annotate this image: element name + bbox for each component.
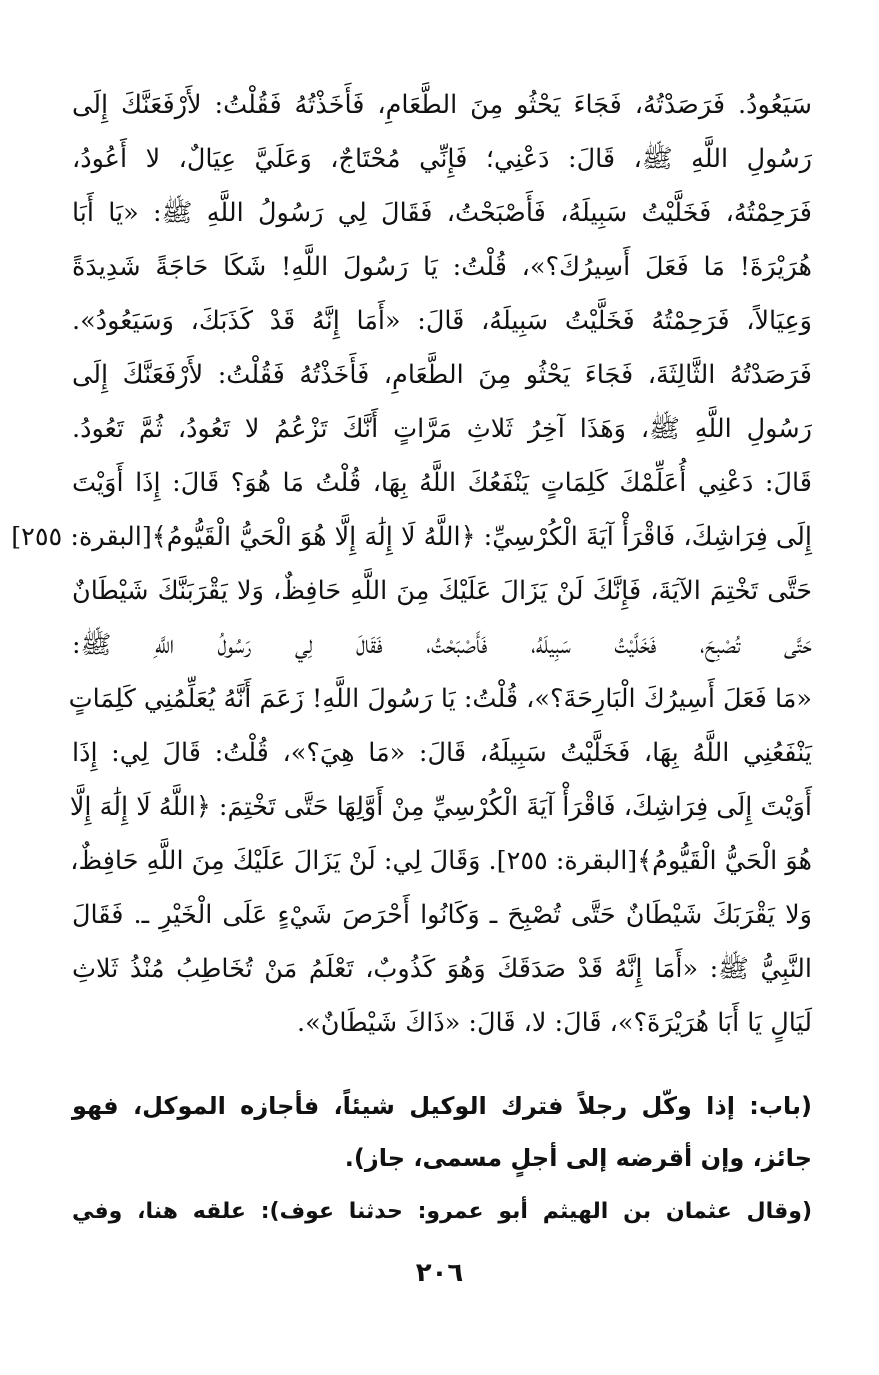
hadith-line: وَعِيَالاً، فَرَحِمْتُهُ فَخَلَّيْتُ سَبِيلَهُ، قَالَ: «أَمَا إِنَّهُ قَدْ كَذَبَكَ، وَسَيَعُودُ». [72,306,812,336]
hadith-line: رَسُولِ اللَّهِ ﷺ، قَالَ: دَعْنِي؛ فَإِنِّي مُحْتَاجٌ، وَعَلَيَّ عِيَالٌ، لا أَعُودُ، [72,144,812,174]
hadith-line: حَتَّى تَخْتِمَ الآيَةَ، فَإِنَّكَ لَنْ يَزَالَ عَلَيْكَ مِنَ اللَّهِ حَافِظٌ، وَلا يَقْرَبَنَّكَ شَيْطَانٌ [72,576,812,606]
hadith-line: هُرَيْرَةَ! مَا فَعَلَ أَسِيرُكَ؟»، قُلْتُ: يَا رَسُولَ اللَّهِ! شَكَا حَاجَةً شَدِيدَةً [72,252,812,282]
hadith-line: «مَا فَعَلَ أَسِيرُكَ الْبَارِحَةَ؟»، قُلْتُ: يَا رَسُولَ اللَّهِ! زَعَمَ أَنَّهُ يُعَلِّمُنِي كَلِمَاتٍ [68,684,812,714]
chapter-line: (باب: إذا وكّل رجلاً فترك الوكيل شيئاً، فأجازه الموكل، فهو [72,1092,812,1120]
hadith-line: أَوَيْتَ إِلَى فِرَاشِكَ، فَاقْرَأْ آيَةَ الْكُرْسِيِّ مِنْ أَوَّلِهَا حَتَّى تَخْتِمَ: ﴿اللَّهُ لَا إِلَٰهَ إِلَّا [69,792,812,822]
hadith-line: إِلَى فِرَاشِكَ، فَاقْرَأْ آيَةَ الْكُرْسِيِّ: ﴿اللَّهُ لَا إِلَٰهَ إِلَّا هُوَ الْحَيُّ الْقَيُّومُ﴾[البقرة: ٢٥٥] [11,522,812,552]
hadith-line: فَرَحِمْتُهُ، فَخَلَّيْتُ سَبِيلَهُ، فَأَصْبَحْتُ، فَقَالَ لِي رَسُولُ اللَّهِ ﷺ: «يَا أَبَا [72,198,812,228]
hadith-line: يَنْفَعُنِي اللَّهُ بِهَا، فَخَلَّيْتُ سَبِيلَهُ، قَالَ: «مَا هِيَ؟»، قُلْتُ: قَالَ لِي: إِذَا [72,738,812,768]
commentary-note [72,1186,812,1238]
hadith-line: لَيَالٍ يَا أَبَا هُرَيْرَةَ؟»، قَالَ: لا، قَالَ: «ذَاكَ شَيْطَانٌ». [296,1008,812,1038]
hadith-line: هُوَ الْحَيُّ الْقَيُّومُ﴾[البقرة: ٢٥٥]. وَقَالَ لِي: لَنْ يَزَالَ عَلَيْكَ مِنَ اللَّهِ حَافِظٌ، [70,846,812,876]
hadith-line: وَلا يَقْرَبَكَ شَيْطَانٌ حَتَّى تُصْبِحَ ـ وَكَانُوا أَحْرَصَ شَيْءٍ عَلَى الْخَيْرِ ـ. فَقَالَ [72,900,812,930]
hadith-line: رَسُولِ اللَّهِ ﷺ، وَهَذَا آخِرُ ثَلاثِ مَرَّاتٍ أَنَّكَ تَزْعُمُ لا تَعُودُ، ثُمَّ تَعُودُ. [72,414,812,444]
chapter-line: جائز، وإن أقرضه إلى أجلٍ مسمى، جاز). [344,1144,812,1172]
hadith-line: فَرَصَدْتُهُ الثَّالِثَةَ، فَجَاءَ يَحْثُو مِنَ الطَّعَامِ، فَأَخَذْتُهُ فَقُلْتُ: لأَرْفَعَنَّكَ إِلَى [72,360,812,390]
page-number: ٢٠٦ [415,1258,464,1288]
hadith-text [11,78,812,1050]
chapter-heading [72,1080,812,1184]
hadith-line: سَيَعُودُ. فَرَصَدْتُهُ، فَجَاءَ يَحْثُو مِنَ الطَّعَامِ، فَأَخَذْتُهُ فَقُلْتُ: لأَرْفَعَنَّكَ إِلَى [72,90,812,120]
note-line: (وقال عثمان بن الهيثم أبو عمرو: حدثنا عوف): علقه هنا، وفي [72,1199,812,1224]
hadith-line: النَّبِيُّ ﷺ: «أَمَا إِنَّهُ قَدْ صَدَقَكَ وَهُوَ كَذُوبٌ، تَعْلَمُ مَنْ تُخَاطِبُ مُنْذُ ثَلاثِ [72,954,812,984]
hadith-line: حَتَّى تُصْبِحَ، فَخَلَّيْتُ سَبِيلَهُ، فَأَصْبَحْتُ، فَقَالَ لِي رَسُولُ اللَّهِ ﷺ: [72,630,812,660]
hadith-line: قَالَ: دَعْنِي أُعَلِّمْكَ كَلِمَاتٍ يَنْفَعُكَ اللَّهُ بِهَا، قُلْتُ مَا هُوَ؟ قَالَ: إِذَا أَوَيْتَ [72,468,812,498]
